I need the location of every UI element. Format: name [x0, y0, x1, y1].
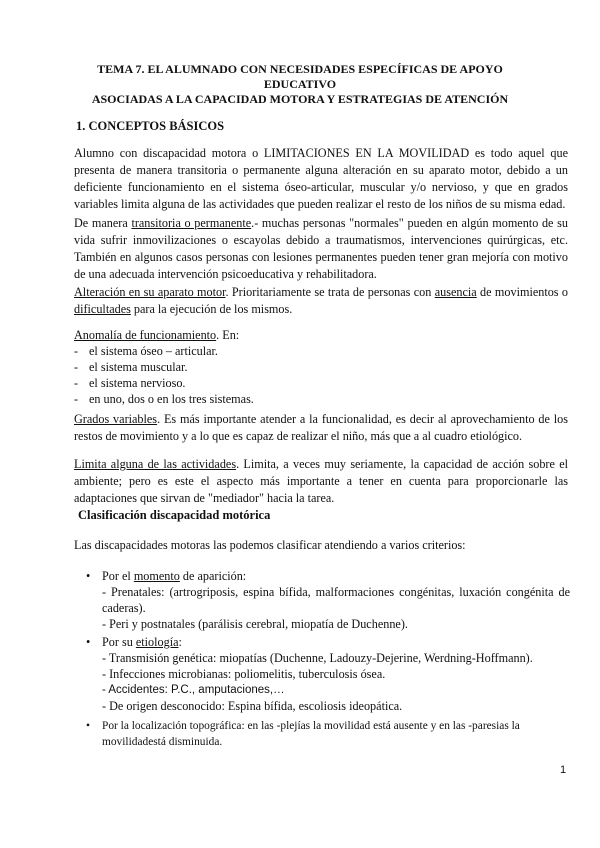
list-item: - Prenatales: (artrogriposis, espina bífida, malformaciones congénitas, luxación congénita de caderas). [102, 585, 570, 615]
section-heading-conceptos: 1. CONCEPTOS BÁSICOS [76, 119, 225, 133]
term-transitoria: transitoria o permanente [131, 216, 252, 230]
paragraph-transitoria: De manera transitoria o permanente.- muchas personas "normales" pueden en algún momento de su vida sufrir inmovilizaciones o escayolas debido a traumatismos, intervenciones quirúrgicas, etc. También en algunos casos personas con lesiones permanentes pueden tener gran mejoría con motivo de una adecuada intervención psicoeducativa y rehabilitadora. [74, 216, 568, 281]
list-item: - el sistema óseo – articular. [74, 343, 554, 359]
title-line-2: ASOCIADAS A LA CAPACIDAD MOTORA Y ESTRATEGIAS DE ATENCIÓN [91, 92, 509, 106]
anomalia-list [74, 343, 554, 407]
paragraph-limita: Limita alguna de las actividades. Limita, a veces muy seriamente, la capacidad de acción sobre el ambiente; pero es este el aspecto más importante a tener en cuenta para proporcionarle las adaptaciones que sirvan de "mediador" hacia la tarea. [74, 457, 568, 505]
paragraph-anomalia: Anomalía de funcionamiento. En: [74, 328, 240, 342]
clasificacion-intro: Las discapacidades motoras las podemos clasificar atendiendo a varios criterios: [74, 538, 466, 552]
list-item: - en uno, dos o en los tres sistemas. [74, 391, 554, 407]
term-alteracion: Alteración en su aparato motor [74, 285, 226, 299]
term-grados: Grados variables [74, 412, 158, 426]
paragraph-alteracion: Alteración en su aparato motor. Prioritariamente se trata de personas con ausencia de movimientos o dificultades para la ejecución de los mismos. [74, 285, 568, 316]
document-title [60, 62, 540, 107]
page-number: 1 [560, 764, 567, 776]
bullet-momento: • Por el momento de aparición: - Prenatales: (artrogriposis, espina bífida, malformaciones congénitas, luxación congénita de caderas). - Peri y postnatales (parálisis cerebral, miopatía de Duchenne). [86, 569, 570, 631]
bullet-etiologia: • Por su etiología: - Transmisión genética: miopatías (Duchenne, Ladouzy-Dejerine, Werdning-Hoffmann). - Infecciones microbianas: poliomelitis, tuberculosis ósea. - Accidentes: P.C., amputaciones,… - De origen desconocido: Espina bífida, escoliosis ideopática. [86, 634, 570, 714]
list-item: - De origen desconocido: Espina bífida, escoliosis ideopática. [102, 699, 403, 713]
heading-clasificacion: Clasificación discapacidad motórica [78, 508, 271, 522]
term-anomalia: Anomalía de funcionamiento [74, 328, 217, 342]
list-item: - Accidentes: P.C., amputaciones,… [102, 684, 285, 696]
bullet-icon: • [86, 569, 91, 583]
list-item: - el sistema nervioso. [74, 375, 554, 391]
term-limita: Limita alguna de las actividades [74, 457, 237, 471]
list-item: - Peri y postnatales (parálisis cerebral, miopatía de Duchenne). [102, 617, 408, 631]
list-item: - Infecciones microbianas: poliomelitis, tuberculosis ósea. [102, 667, 386, 681]
intro-paragraph: Alumno con discapacidad motora o LIMITACIONES EN LA MOVILIDAD es todo aquel que presenta de manera transitoria o permanente alguna alteración en su aparato motor, debido a un deficiente funcionamiento en el sistema óseo-articular, muscular y/o nervioso, y que en grados variables limita alguna de las actividades que pueden realizar el resto de los niños de su misma edad. [74, 146, 568, 211]
bullet-icon: • [86, 720, 90, 732]
bullet-icon: • [86, 635, 91, 649]
paragraph-grados: Grados variables. Es más importante atender a la funcionalidad, es decir al aprovechamiento de los restos de movimiento y a lo que es capaz de realizar el niño, más que a al cuadro etiológico. [74, 412, 568, 443]
bullet-localizacion: • Por la localización topográfica: en las -plejías la movilidad está ausente y en las -paresias la movilidadestá disminuida. [86, 720, 520, 748]
title-line-1: TEMA 7. EL ALUMNADO CON NECESIDADES ESPECÍFICAS DE APOYO EDUCATIVO [97, 62, 503, 91]
list-item: - Transmisión genética: miopatías (Duchenne, Ladouzy-Dejerine, Werdning-Hoffmann). [102, 651, 533, 665]
list-item: - el sistema muscular. [74, 359, 554, 375]
